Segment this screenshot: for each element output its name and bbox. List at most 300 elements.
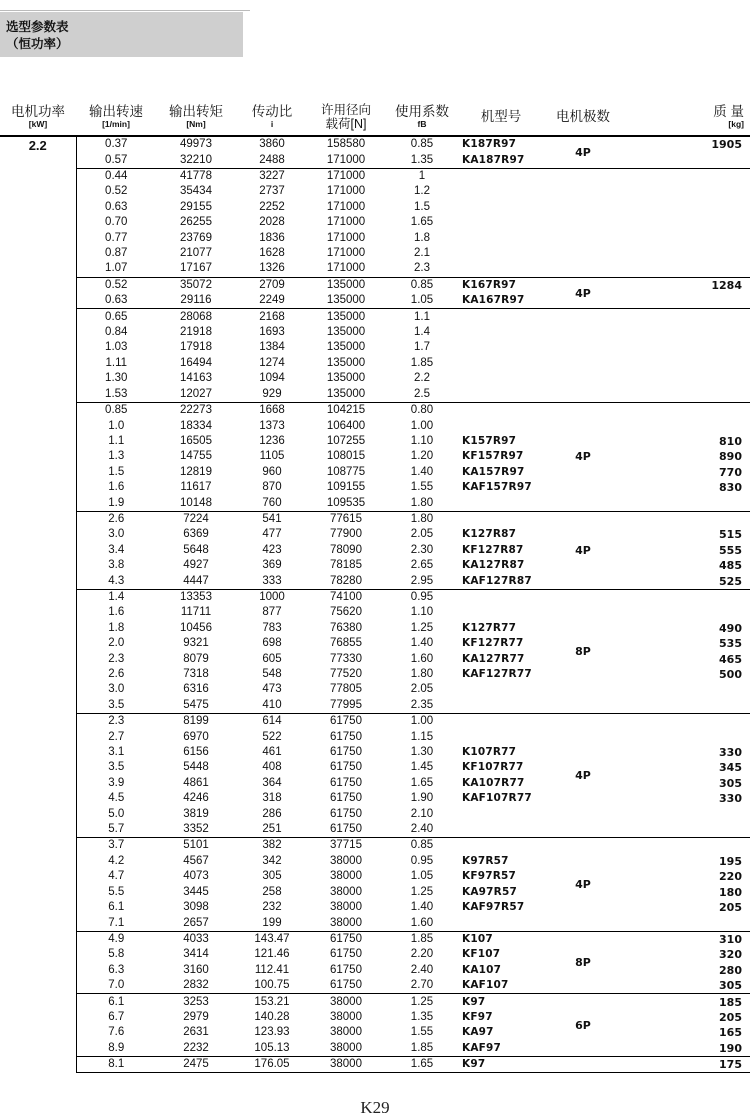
cell-mass — [624, 402, 750, 418]
cell-service-factor: 1.85 — [410, 1041, 434, 1054]
cell-speed: 5.8 — [108, 948, 125, 961]
cell-mass: 305 — [719, 776, 742, 790]
cell-model — [460, 168, 542, 184]
table-row — [0, 745, 750, 760]
cell-torque: 17918 — [180, 341, 212, 354]
cell-mass — [624, 605, 750, 620]
top-rule — [0, 10, 250, 11]
table-row — [0, 356, 750, 371]
cell-model: K107R77 — [462, 746, 517, 759]
table-row — [0, 309, 750, 325]
cell-service-factor: 0.85 — [384, 838, 460, 854]
cell-speed: 2.0 — [108, 637, 125, 650]
table-row — [0, 885, 750, 900]
cell-torque: 17167 — [180, 262, 212, 275]
cell-torque: 7318 — [183, 668, 209, 681]
cell-service-factor: 1.30 — [410, 746, 434, 759]
cell-ratio: 410 — [262, 698, 282, 711]
cell-service-factor: 1.40 — [410, 901, 434, 914]
cell-radial-load: 38000 — [330, 916, 362, 929]
table-row — [0, 791, 750, 806]
cell-service-factor: 0.80 — [384, 402, 460, 418]
table-row — [0, 200, 750, 215]
cell-radial-load: 61750 — [330, 979, 362, 992]
table-row — [0, 947, 750, 962]
cell-service-factor: 1.10 — [410, 434, 434, 447]
cell-radial-load: 61750 — [330, 807, 362, 820]
header-ratio: 传动比 i — [236, 99, 308, 136]
cell-speed: 0.57 — [105, 153, 128, 166]
cell-mass — [624, 215, 750, 230]
cell-speed: 0.63 — [105, 294, 128, 307]
cell-model — [460, 714, 542, 730]
cell-speed: 0.84 — [105, 326, 128, 339]
cell-poles: 4P — [542, 511, 624, 589]
cell-ratio: 760 — [262, 496, 282, 509]
cell-mass — [624, 418, 750, 433]
cell-service-factor: 2.20 — [410, 948, 434, 961]
cell-ratio: 342 — [262, 854, 282, 867]
cell-service-factor: 1.20 — [410, 450, 434, 463]
cell-speed: 2.3 — [76, 714, 156, 730]
cell-service-factor: 1.25 — [410, 621, 434, 634]
cell-mass — [624, 230, 750, 245]
cell-mass: 305 — [719, 979, 742, 993]
cell-model: KAF127R87 — [462, 574, 532, 587]
cell-service-factor: 1.65 — [410, 216, 434, 229]
cell-ratio: 232 — [262, 901, 282, 914]
cell-service-factor: 1.80 — [410, 496, 434, 509]
cell-poles — [542, 168, 624, 277]
cell-service-factor: 1.25 — [410, 885, 434, 898]
cell-mass: 165 — [719, 1026, 742, 1040]
table-row — [0, 931, 750, 947]
cell-mass: 280 — [719, 963, 742, 977]
cell-torque: 49973 — [180, 138, 212, 151]
cell-service-factor: 1.80 — [384, 511, 460, 527]
cell-speed: 1.07 — [105, 262, 128, 275]
cell-ratio: 3860 — [259, 138, 285, 151]
header-poles: 电机极数 — [542, 99, 624, 136]
cell-torque: 5475 — [183, 698, 209, 711]
cell-mass: 330 — [719, 792, 742, 806]
cell-mass — [624, 915, 750, 931]
cell-speed: 1.11 — [105, 356, 128, 369]
cell-service-factor: 1.45 — [410, 761, 434, 774]
cell-model: K97 — [460, 1056, 542, 1072]
cell-torque: 35072 — [156, 277, 236, 293]
cell-speed: 3.4 — [108, 543, 125, 556]
cell-mass: 205 — [719, 1010, 742, 1024]
table-row — [0, 511, 750, 527]
cell-service-factor: 1.85 — [410, 356, 434, 369]
cell-mass — [624, 511, 750, 527]
cell-radial-load: 135000 — [326, 326, 366, 339]
cell-service-factor: 2.95 — [410, 574, 434, 587]
cell-mass — [624, 309, 750, 325]
cell-mass: 500 — [719, 668, 742, 682]
cell-radial-load: 77900 — [330, 528, 362, 541]
cell-service-factor: 0.85 — [410, 138, 434, 151]
table-row — [0, 589, 750, 605]
cell-ratio: 1105 — [259, 450, 285, 463]
cell-radial-load: 38000 — [330, 1010, 362, 1023]
cell-model: KAF97 — [462, 1041, 502, 1054]
table-row — [0, 230, 750, 245]
cell-ratio: 305 — [262, 870, 282, 883]
cell-radial-load: 61750 — [330, 746, 362, 759]
cell-radial-load: 38000 — [308, 1056, 384, 1072]
cell-model — [460, 605, 542, 620]
cell-ratio: 3227 — [236, 168, 308, 184]
cell-model: KA167R97 — [462, 294, 525, 307]
cell-service-factor: 0.95 — [384, 589, 460, 605]
cell-model — [460, 495, 542, 511]
table-row — [0, 152, 750, 168]
cell-radial-load: 38000 — [330, 870, 362, 883]
table-row — [0, 293, 750, 309]
cell-ratio: 143.47 — [236, 931, 308, 947]
cell-mass — [624, 246, 750, 261]
cell-model: KA107 — [462, 963, 502, 976]
cell-service-factor: 2.3 — [414, 262, 430, 275]
cell-speed: 3.5 — [108, 761, 125, 774]
table-row — [0, 605, 750, 620]
cell-speed: 1.53 — [105, 387, 128, 400]
cell-speed: 1.8 — [108, 621, 125, 634]
cell-radial-load: 75620 — [330, 606, 362, 619]
cell-speed: 2.3 — [108, 652, 125, 665]
table-row — [0, 729, 750, 744]
cell-radial-load: 38000 — [330, 901, 362, 914]
cell-model: K157R97 — [462, 434, 517, 447]
cell-service-factor: 2.65 — [410, 559, 434, 572]
cell-speed: 3.1 — [108, 746, 125, 759]
header-torque: 输出转矩 [Nm] — [156, 99, 236, 136]
page-number: K29 — [360, 1098, 390, 1117]
cell-mass: 515 — [719, 528, 742, 542]
cell-torque: 4861 — [183, 776, 209, 789]
cell-mass: 220 — [719, 870, 742, 884]
cell-mass: 525 — [719, 574, 742, 588]
table-row — [0, 246, 750, 261]
cell-model: KA127R87 — [462, 559, 525, 572]
cell-torque: 35434 — [180, 185, 212, 198]
cell-service-factor: 1.25 — [384, 994, 460, 1010]
cell-speed: 3.0 — [108, 528, 125, 541]
cell-model: K107 — [460, 931, 542, 947]
cell-mass: 830 — [719, 481, 742, 495]
cell-service-factor: 0.95 — [410, 854, 434, 867]
cell-mass — [624, 200, 750, 215]
title-main: 选型参数表 — [6, 19, 69, 34]
cell-radial-load: 107255 — [326, 434, 366, 447]
cell-torque: 11711 — [180, 606, 212, 619]
cell-service-factor: 1.60 — [410, 916, 434, 929]
cell-speed: 1.6 — [108, 606, 125, 619]
cell-service-factor: 2.10 — [410, 807, 434, 820]
table-row — [0, 667, 750, 682]
cell-poles: 4P — [542, 277, 624, 309]
table-row — [0, 495, 750, 511]
cell-speed: 7.6 — [108, 1026, 125, 1039]
cell-service-factor: 1.2 — [414, 185, 430, 198]
cell-poles: 6P — [542, 994, 624, 1057]
cell-service-factor: 1.1 — [384, 309, 460, 325]
cell-service-factor: 2.1 — [414, 247, 430, 260]
cell-model: KA127R77 — [462, 652, 525, 665]
cell-service-factor: 1.85 — [384, 931, 460, 947]
header-power: 电机功率 [kW] — [0, 99, 76, 136]
cell-ratio: 2252 — [259, 200, 285, 213]
cell-mass — [624, 714, 750, 730]
table-row — [0, 963, 750, 978]
cell-model: K127R77 — [462, 621, 517, 634]
cell-torque: 21077 — [180, 247, 212, 260]
table-row — [0, 418, 750, 433]
cell-model — [460, 806, 542, 821]
cell-torque: 41778 — [156, 168, 236, 184]
cell-torque: 13353 — [156, 589, 236, 605]
cell-service-factor: 1.35 — [410, 153, 434, 166]
cell-mass: 330 — [719, 746, 742, 760]
cell-ratio: 121.46 — [254, 948, 290, 961]
cell-model: KF97 — [462, 1010, 493, 1023]
table-row — [0, 449, 750, 464]
cell-torque: 5101 — [156, 838, 236, 854]
cell-torque: 6970 — [183, 730, 209, 743]
cell-service-factor: 2.2 — [414, 372, 430, 385]
cell-radial-load: 38000 — [330, 1041, 362, 1054]
cell-mass — [624, 729, 750, 744]
cell-radial-load: 171000 — [326, 153, 366, 166]
selection-parameter-table — [0, 99, 750, 1073]
cell-torque: 6369 — [183, 528, 209, 541]
cell-model — [460, 309, 542, 325]
cell-ratio: 477 — [262, 528, 282, 541]
cell-mass: 535 — [719, 637, 742, 651]
cell-model: KA97 — [462, 1026, 494, 1039]
cell-radial-load: 77520 — [330, 668, 362, 681]
cell-service-factor: 2.40 — [410, 823, 434, 836]
cell-speed: 3.9 — [108, 776, 125, 789]
cell-model — [460, 682, 542, 697]
cell-model: KF127R77 — [462, 637, 524, 650]
cell-mass: 320 — [719, 948, 742, 962]
table-row — [0, 402, 750, 418]
cell-speed: 1.3 — [108, 450, 125, 463]
cell-service-factor: 2.05 — [410, 683, 434, 696]
cell-ratio: 100.75 — [254, 979, 290, 992]
cell-torque: 23769 — [180, 231, 212, 244]
cell-service-factor: 2.40 — [410, 963, 434, 976]
cell-radial-load: 135000 — [326, 356, 366, 369]
cell-radial-load: 61750 — [330, 776, 362, 789]
cell-mass: 190 — [719, 1041, 742, 1055]
cell-mass — [624, 325, 750, 340]
cell-ratio: 698 — [262, 637, 282, 650]
cell-speed: 8.1 — [76, 1056, 156, 1072]
cell-ratio: 1668 — [236, 402, 308, 418]
cell-torque: 2657 — [183, 916, 209, 929]
cell-ratio: 1628 — [259, 247, 285, 260]
table-row — [0, 573, 750, 589]
cell-model — [460, 387, 542, 403]
cell-speed: 0.52 — [76, 277, 156, 293]
cell-radial-load: 171000 — [326, 216, 366, 229]
cell-radial-load: 171000 — [326, 200, 366, 213]
cell-mass: 345 — [719, 761, 742, 775]
cell-poles: 8P — [542, 589, 624, 713]
cell-mass — [624, 340, 750, 355]
cell-torque: 29116 — [180, 294, 212, 307]
table-row — [0, 1025, 750, 1040]
cell-torque: 4927 — [183, 559, 209, 572]
header-model: 机型号 — [460, 99, 542, 136]
header-service-factor: 使用系数 fB — [384, 99, 460, 136]
table-row — [0, 1041, 750, 1057]
cell-service-factor: 1.80 — [410, 668, 434, 681]
cell-mass: 1284 — [624, 277, 750, 293]
cell-ratio: 123.93 — [254, 1026, 290, 1039]
cell-radial-load: 77330 — [330, 652, 362, 665]
cell-speed: 2.6 — [76, 511, 156, 527]
table-row — [0, 325, 750, 340]
cell-service-factor: 1.00 — [384, 714, 460, 730]
cell-model: KF127R87 — [462, 543, 524, 556]
cell-torque: 12819 — [180, 465, 212, 478]
cell-speed: 6.1 — [76, 994, 156, 1010]
cell-torque: 5648 — [183, 543, 209, 556]
cell-model — [460, 184, 542, 199]
cell-speed: 4.3 — [108, 574, 125, 587]
header-speed: 输出转速 [1/min] — [76, 99, 156, 136]
cell-model: KAF97R57 — [462, 901, 525, 914]
cell-torque: 4033 — [156, 931, 236, 947]
cell-ratio: 382 — [236, 838, 308, 854]
cell-ratio: 960 — [262, 465, 282, 478]
table-row — [0, 854, 750, 869]
cell-mass — [624, 806, 750, 821]
cell-mass — [624, 168, 750, 184]
cell-model: KA187R97 — [462, 153, 525, 166]
cell-speed: 1.30 — [105, 372, 128, 385]
cell-torque: 28068 — [156, 309, 236, 325]
cell-radial-load: 61750 — [330, 761, 362, 774]
cell-speed: 5.7 — [108, 823, 125, 836]
cell-service-factor: 1.7 — [414, 341, 430, 354]
cell-speed: 1.03 — [105, 341, 128, 354]
cell-service-factor: 1.55 — [410, 481, 434, 494]
cell-ratio: 2488 — [259, 153, 285, 166]
cell-ratio: 1373 — [259, 419, 285, 432]
table-row — [0, 215, 750, 230]
cell-ratio: 199 — [262, 916, 282, 929]
cell-ratio: 1236 — [259, 434, 285, 447]
cell-speed: 0.52 — [105, 185, 128, 198]
cell-speed: 3.5 — [108, 698, 125, 711]
cell-radial-load: 77995 — [330, 698, 362, 711]
cell-mass — [624, 822, 750, 838]
cell-ratio: 176.05 — [236, 1056, 308, 1072]
cell-ratio: 614 — [236, 714, 308, 730]
cell-ratio: 2709 — [236, 277, 308, 293]
cell-ratio: 423 — [262, 543, 282, 556]
cell-radial-load: 135000 — [326, 387, 366, 400]
cell-model — [460, 589, 542, 605]
cell-radial-load: 78090 — [330, 543, 362, 556]
cell-radial-load: 61750 — [330, 963, 362, 976]
cell-model — [460, 371, 542, 386]
cell-mass: 890 — [719, 450, 742, 464]
cell-torque: 4567 — [183, 854, 209, 867]
cell-torque: 2475 — [156, 1056, 236, 1072]
cell-service-factor: 1.55 — [410, 1026, 434, 1039]
cell-ratio: 140.28 — [254, 1010, 290, 1023]
cell-speed: 4.7 — [108, 870, 125, 883]
cell-ratio: 251 — [262, 823, 282, 836]
table-row — [0, 915, 750, 931]
table-header-row — [0, 99, 750, 136]
cell-ratio: 473 — [262, 683, 282, 696]
cell-mass — [624, 152, 750, 168]
cell-torque: 4246 — [183, 792, 209, 805]
cell-torque: 2232 — [183, 1041, 209, 1054]
cell-speed: 0.85 — [76, 402, 156, 418]
cell-torque: 16494 — [180, 356, 212, 369]
cell-torque: 8079 — [183, 652, 209, 665]
cell-speed: 0.77 — [105, 231, 128, 244]
title-box — [0, 12, 243, 57]
cell-service-factor: 1.4 — [414, 326, 430, 339]
cell-ratio: 1693 — [259, 326, 285, 339]
cell-radial-load: 109535 — [326, 496, 366, 509]
cell-torque: 7224 — [156, 511, 236, 527]
cell-torque: 3160 — [183, 963, 209, 976]
cell-model — [460, 215, 542, 230]
cell-torque: 3445 — [183, 885, 209, 898]
cell-radial-load: 171000 — [326, 247, 366, 260]
cell-torque: 18334 — [180, 419, 212, 432]
table-row — [0, 543, 750, 558]
cell-radial-load: 77805 — [330, 683, 362, 696]
cell-mass: 175 — [624, 1056, 750, 1072]
cell-ratio: 105.13 — [254, 1041, 290, 1054]
table-row — [0, 760, 750, 775]
cell-service-factor: 1.40 — [410, 465, 434, 478]
cell-mass: 465 — [719, 652, 742, 666]
cell-power: 2.2 — [0, 136, 76, 1073]
cell-speed: 1.4 — [76, 589, 156, 605]
cell-speed: 4.2 — [108, 854, 125, 867]
cell-service-factor: 1.8 — [414, 231, 430, 244]
cell-ratio: 461 — [262, 746, 282, 759]
cell-mass: 490 — [719, 621, 742, 635]
table-row — [0, 168, 750, 184]
cell-model: KA157R97 — [462, 465, 525, 478]
cell-speed: 0.37 — [105, 138, 128, 151]
cell-mass — [624, 495, 750, 511]
cell-model: K167R97 — [460, 277, 542, 293]
cell-radial-load: 76380 — [330, 621, 362, 634]
cell-torque: 8199 — [156, 714, 236, 730]
cell-ratio: 605 — [262, 652, 282, 665]
cell-model: KF107 — [462, 948, 501, 961]
cell-torque: 6316 — [183, 683, 209, 696]
cell-mass: 770 — [719, 465, 742, 479]
cell-torque: 3253 — [156, 994, 236, 1010]
cell-torque: 2979 — [183, 1010, 209, 1023]
